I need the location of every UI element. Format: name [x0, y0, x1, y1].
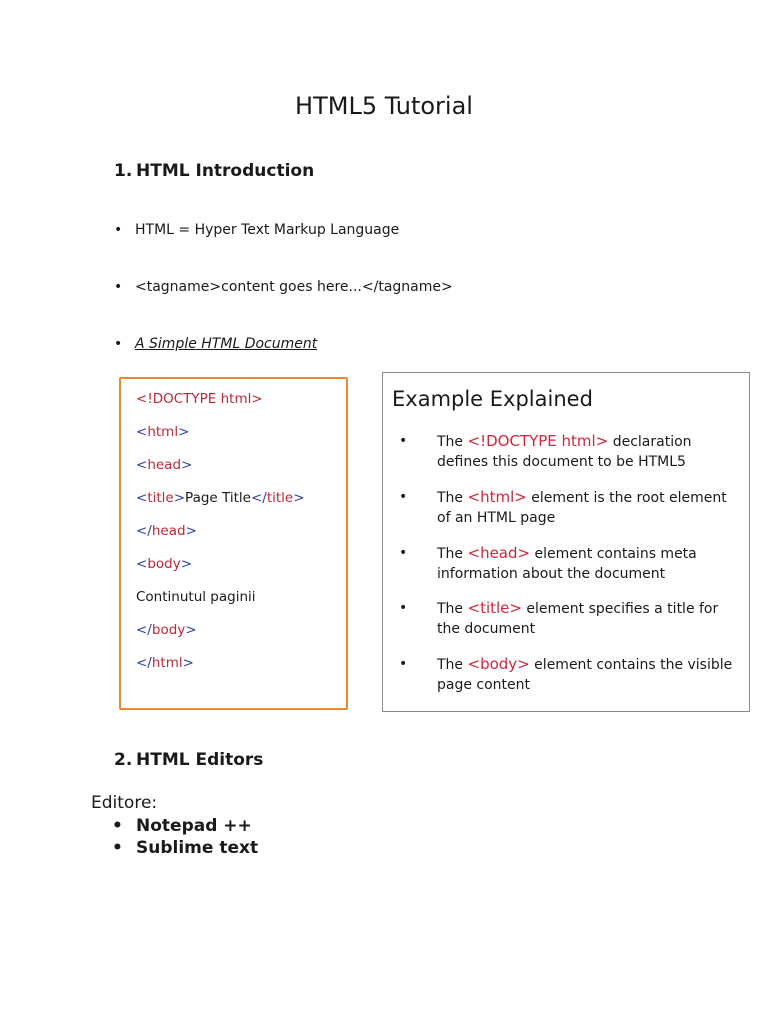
code-bracket: < [136, 391, 148, 407]
explained-prefix: The [437, 601, 468, 617]
code-tag-name: head [151, 523, 186, 539]
bullet-icon: • [112, 838, 123, 858]
code-line-body-close [136, 622, 197, 638]
code-tag-name: html [151, 655, 183, 671]
code-bracket: > [293, 490, 305, 506]
code-tag-name: head [147, 457, 182, 473]
code-line-head-close [136, 523, 197, 539]
explained-code: <body> [467, 655, 530, 673]
section-title: HTML Introduction [136, 161, 315, 181]
explained-prefix: The [437, 434, 468, 450]
bullet-icon: • [399, 433, 408, 449]
code-tag-name: html [147, 424, 179, 440]
list-item [114, 222, 399, 238]
list-item-text: <tagname>content goes here...</tagname> [135, 279, 453, 295]
editor-list-item [112, 816, 252, 836]
explained-code: <title> [467, 599, 522, 617]
editor-name: Notepad ++ [136, 816, 252, 836]
bullet-icon: • [399, 656, 408, 672]
code-example-box [119, 377, 348, 710]
code-bracket: > [178, 424, 190, 440]
code-bracket: > [251, 391, 263, 407]
editor-list-item [112, 838, 258, 858]
list-item-text: HTML = Hyper Text Markup Language [135, 222, 400, 238]
code-line-doctype [136, 391, 263, 407]
explained-text: element is the root element of an HTML page [437, 490, 727, 526]
bullet-icon: • [112, 816, 123, 836]
code-line-head-open [136, 457, 192, 473]
code-line-html-open [136, 424, 189, 440]
section-heading-html-introduction [114, 161, 314, 181]
list-item [114, 336, 317, 352]
section-title: HTML Editors [136, 750, 264, 770]
code-bracket: </ [136, 655, 152, 671]
code-bracket: > [182, 655, 194, 671]
code-bracket: < [136, 556, 148, 572]
explained-code: <head> [467, 544, 531, 562]
bullet-icon: • [114, 222, 123, 238]
editors-label: Editore: [91, 793, 158, 813]
code-tag-name: !DOCTYPE html [147, 391, 252, 407]
bullet-icon: • [399, 600, 408, 616]
code-bracket: < [136, 457, 148, 473]
explained-prefix: The [437, 490, 468, 506]
document-title: HTML5 Tutorial [295, 92, 473, 120]
list-item-text-underlined: A Simple HTML Document [135, 336, 318, 352]
code-bracket: > [185, 523, 197, 539]
code-bracket: </ [136, 523, 152, 539]
code-bracket: > [181, 457, 193, 473]
bullet-icon: • [399, 489, 408, 505]
code-bracket: < [136, 424, 148, 440]
explained-text: element contains meta information about the document [437, 546, 697, 582]
bullet-icon: • [114, 279, 123, 295]
explained-code: <html> [467, 488, 527, 506]
code-bracket: > [185, 622, 197, 638]
example-explained-box [382, 372, 750, 712]
example-explained-heading: Example Explained [392, 387, 593, 411]
bullet-icon: • [114, 336, 123, 352]
code-bracket: </ [250, 490, 267, 506]
code-tag-name: body [151, 622, 186, 638]
section-heading-html-editors [114, 750, 263, 770]
explained-code: <!DOCTYPE html> [467, 432, 609, 450]
section-number: 1. [114, 161, 133, 181]
code-line-html-close [136, 655, 194, 671]
code-bracket: > [173, 490, 186, 506]
code-tag-name: title [147, 490, 174, 506]
editor-name: Sublime text [136, 838, 259, 858]
code-bracket: > [180, 556, 193, 572]
explained-text: declaration defines this document to be HTML5 [437, 434, 692, 470]
explained-text: element contains the visible page content [437, 657, 733, 693]
bullet-icon: • [399, 545, 408, 561]
section-number: 2. [114, 750, 133, 770]
code-line-content: Continutul paginii [136, 589, 256, 605]
explained-text: element specifies a title for the document [437, 601, 719, 637]
code-tag-name: body [147, 556, 181, 572]
code-bracket: </ [136, 622, 152, 638]
explained-prefix: The [437, 657, 468, 673]
code-line-title [136, 490, 305, 506]
code-tag-name: title [266, 490, 294, 506]
code-bracket: < [136, 490, 148, 506]
explained-prefix: The [437, 546, 468, 562]
list-item [114, 279, 453, 295]
code-line-body-open [136, 556, 192, 572]
code-text: Page Title [185, 490, 251, 506]
